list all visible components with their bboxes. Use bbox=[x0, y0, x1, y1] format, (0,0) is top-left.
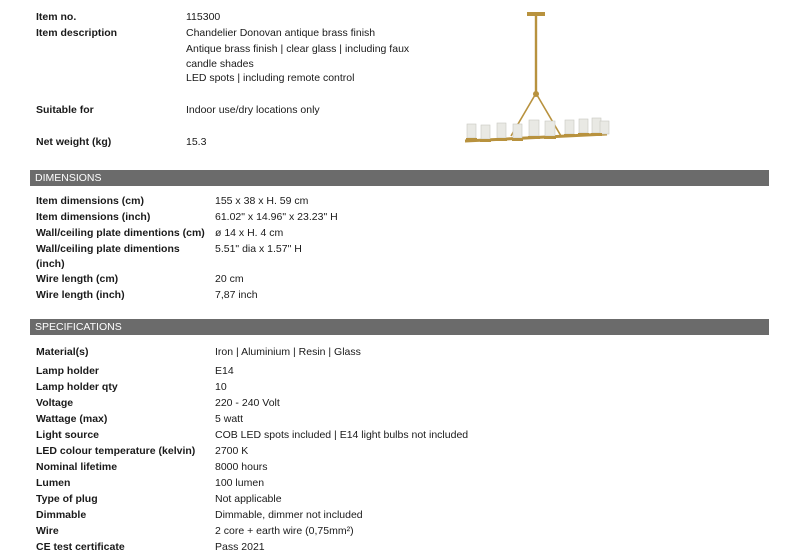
spec-value-voltage: 220 - 240 Volt bbox=[215, 397, 280, 409]
spec-label-wattage: Wattage (max) bbox=[36, 413, 108, 425]
specifications-header: SPECIFICATIONS bbox=[30, 319, 769, 335]
net-weight-label: Net weight (kg) bbox=[36, 136, 112, 148]
dim-label-2: Item dimensions (inch) bbox=[36, 211, 151, 223]
product-image bbox=[455, 8, 620, 158]
item-description-label: Item description bbox=[36, 27, 118, 39]
spec-value-type-of-plug: Not applicable bbox=[215, 493, 282, 505]
dim-label-1: Item dimensions (cm) bbox=[36, 195, 144, 207]
dim-label-6: Wire length (inch) bbox=[36, 289, 125, 301]
dim-label-3: Wall/ceiling plate dimentions (cm) bbox=[36, 227, 205, 239]
spec-label-voltage: Voltage bbox=[36, 397, 74, 409]
spec-label-wire: Wire bbox=[36, 525, 59, 537]
dim-value-2: 61.02" x 14.96" x 23.23" H bbox=[215, 211, 338, 223]
spec-label-dimmable: Dimmable bbox=[36, 509, 87, 521]
dim-label-4-cont: (inch) bbox=[36, 258, 65, 270]
spec-value-ce-certificate: Pass 2021 bbox=[215, 541, 265, 553]
dim-label-4: Wall/ceiling plate dimentions bbox=[36, 243, 180, 255]
spec-label-lamp-holder: Lamp holder bbox=[36, 365, 100, 377]
spec-label-nominal-lifetime: Nominal lifetime bbox=[36, 461, 118, 473]
spec-value-nominal-lifetime: 8000 hours bbox=[215, 461, 268, 473]
spec-value-lamp-holder-qty: 10 bbox=[215, 381, 227, 393]
spec-label-light-source: Light source bbox=[36, 429, 100, 441]
spec-label-colour-temperature: LED colour temperature (kelvin) bbox=[36, 445, 196, 457]
spec-value-light-source: COB LED spots included | E14 light bulbs not included bbox=[215, 429, 469, 441]
dim-value-4: 5.51" dia x 1.57" H bbox=[215, 243, 302, 255]
spec-value-material: Iron | Aluminium | Resin | Glass bbox=[215, 346, 361, 358]
suitable-for-label: Suitable for bbox=[36, 104, 94, 116]
spec-label-lamp-holder-qty: Lamp holder qty bbox=[36, 381, 118, 393]
spec-value-wattage: 5 watt bbox=[215, 413, 244, 425]
dim-value-6: 7,87 inch bbox=[215, 289, 258, 301]
dimensions-header: DIMENSIONS bbox=[30, 170, 769, 186]
item-description-line-4: LED spots | including remote control bbox=[186, 72, 355, 84]
dim-label-5: Wire length (cm) bbox=[36, 273, 119, 285]
dim-value-5: 20 cm bbox=[215, 273, 244, 285]
spec-label-material: Material(s) bbox=[36, 346, 89, 358]
item-description-line-2: Antique brass finish | clear glass | including faux bbox=[186, 43, 410, 55]
item-description-line-1: Chandelier Donovan antique brass finish bbox=[186, 27, 376, 39]
item-description-line-3: candle shades bbox=[186, 58, 254, 70]
suitable-for-value: Indoor use/dry locations only bbox=[186, 104, 320, 116]
net-weight-value: 15.3 bbox=[186, 136, 207, 148]
spec-value-wire: 2 core + earth wire (0,75mm²) bbox=[215, 525, 354, 537]
spec-value-colour-temperature: 2700 K bbox=[215, 445, 249, 457]
spec-label-type-of-plug: Type of plug bbox=[36, 493, 98, 505]
dim-value-1: 155 x 38 x H. 59 cm bbox=[215, 195, 309, 207]
spec-value-dimmable: Dimmable, dimmer not included bbox=[215, 509, 363, 521]
dim-value-3: ø 14 x H. 4 cm bbox=[215, 227, 284, 239]
item-no-value: 115300 bbox=[186, 11, 221, 23]
item-no-label: Item no. bbox=[36, 11, 77, 23]
spec-label-lumen: Lumen bbox=[36, 477, 71, 489]
spec-value-lamp-holder: E14 bbox=[215, 365, 234, 377]
spec-label-ce-certificate: CE test certificate bbox=[36, 541, 125, 553]
spec-value-lumen: 100 lumen bbox=[215, 477, 265, 489]
